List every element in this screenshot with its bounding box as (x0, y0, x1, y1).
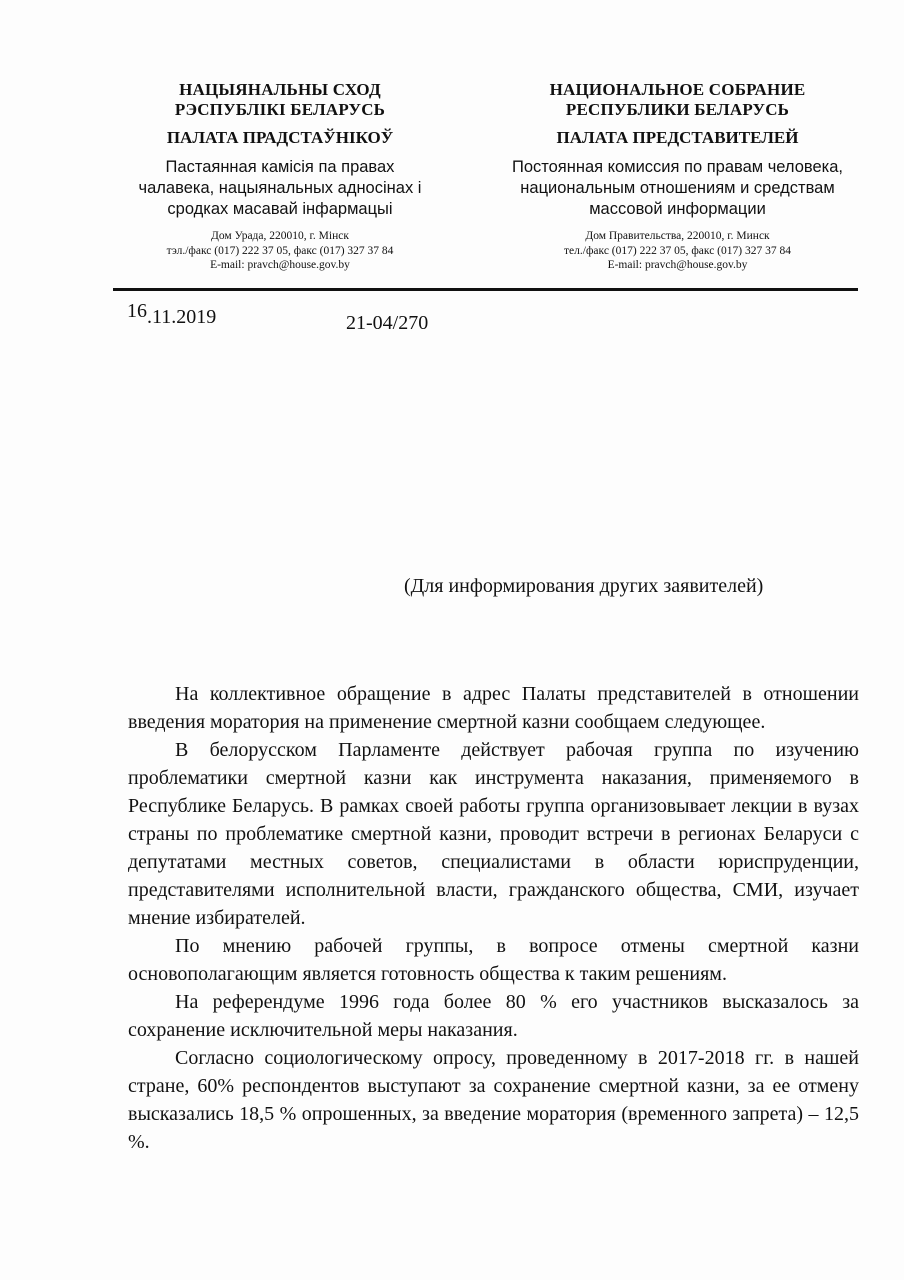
registration-number: 21-04/270 (346, 312, 429, 334)
address: Дом Правительства, 220010, г. Минск (585, 230, 770, 242)
date-month-year: .11.2019 (147, 306, 217, 328)
org-name-line2: РЭСПУБЛІКІ БЕЛАРУСЬ (174, 100, 386, 119)
body-paragraph: На коллективное обращение в адрес Палаты представителей в отношении введения моратория на применение смертной казни сообщаем следующее. (128, 683, 859, 733)
org-name-line2: РЕСПУБЛИКИ БЕЛАРУСЬ (565, 100, 790, 119)
chamber-name-be: ПАЛАТА ПРАДСТАЎНІКОЎ (166, 128, 394, 147)
body-paragraph: В белорусском Парламенте действует рабочая группа по изучению проблематики смертной казни как инструмента наказания, применяемого в Республике Беларусь. В рамках своей работы группа организовывает лекции в вузах страны по проблематике смертной казни, проводит встречи в регионах Беларуси с депутатами местных советов, специалистами в области юриспруденции, представителями исполнительной власти, гражданского общества, СМИ, изучает мнение избирателей. (128, 739, 859, 929)
body-paragraph: На референдуме 1996 года более 80 % его участников высказалось за сохранение исключительной меры наказания. (128, 991, 859, 1041)
address: Дом Урада, 220010, г. Мінск (211, 230, 349, 242)
commission-line3: сродках масавай інфармацыі (167, 200, 393, 218)
commission-line1: Пастаянная камісія па правах (165, 158, 395, 176)
chamber-name-ru: ПАЛАТА ПРЕДСТАВИТЕЛЕЙ (556, 128, 799, 147)
commission-line2: чалавека, нацыянальных адносінах і (138, 179, 422, 197)
body-paragraph: Согласно социологическому опросу, проведенному в 2017-2018 гг. в нашей стране, 60% респондентов выступают за сохранение смертной казни, за ее отмену высказались 18,5 % опрошенных, за введение моратория (временного запрета) – 12,5 %. (128, 1047, 859, 1153)
phone-fax: тел./факс (017) 222 37 05, факс (017) 327 37 84 (564, 244, 791, 257)
org-name-line1: НАЦЫЯНАЛЬНЫ СХОД (179, 80, 381, 99)
distribution-note: (Для информирования других заявителей) (404, 575, 764, 597)
phone-fax: тэл./факс (017) 222 37 05, факс (017) 327 37 84 (166, 244, 394, 257)
date-day: 16 (127, 300, 147, 322)
body-paragraph: По мнению рабочей группы, в вопросе отмены смертной казни основополагающим является готовность общества к таким решениям. (128, 935, 859, 985)
email: E-mail: pravch@house.gov.by (607, 259, 748, 271)
commission-line3: массовой информации (589, 200, 766, 218)
contact-block-be (110, 229, 450, 273)
contact-block-ru (485, 229, 870, 273)
commission-line2: национальным отношениям и средствам (520, 179, 835, 197)
org-name-be (110, 80, 450, 120)
document-date (127, 300, 217, 331)
letter-body (128, 680, 859, 1156)
org-name-ru (485, 80, 870, 120)
org-name-line1: НАЦИОНАЛЬНОЕ СОБРАНИЕ (549, 80, 806, 99)
letterhead-divider (113, 288, 858, 291)
commission-name-be (110, 157, 450, 220)
commission-name-ru (485, 157, 870, 220)
email: E-mail: pravch@house.gov.by (210, 259, 350, 271)
commission-line1: Постоянная комиссия по правам человека, (511, 158, 844, 176)
letterhead-belarusian (110, 80, 450, 273)
letterhead-russian (485, 80, 870, 273)
